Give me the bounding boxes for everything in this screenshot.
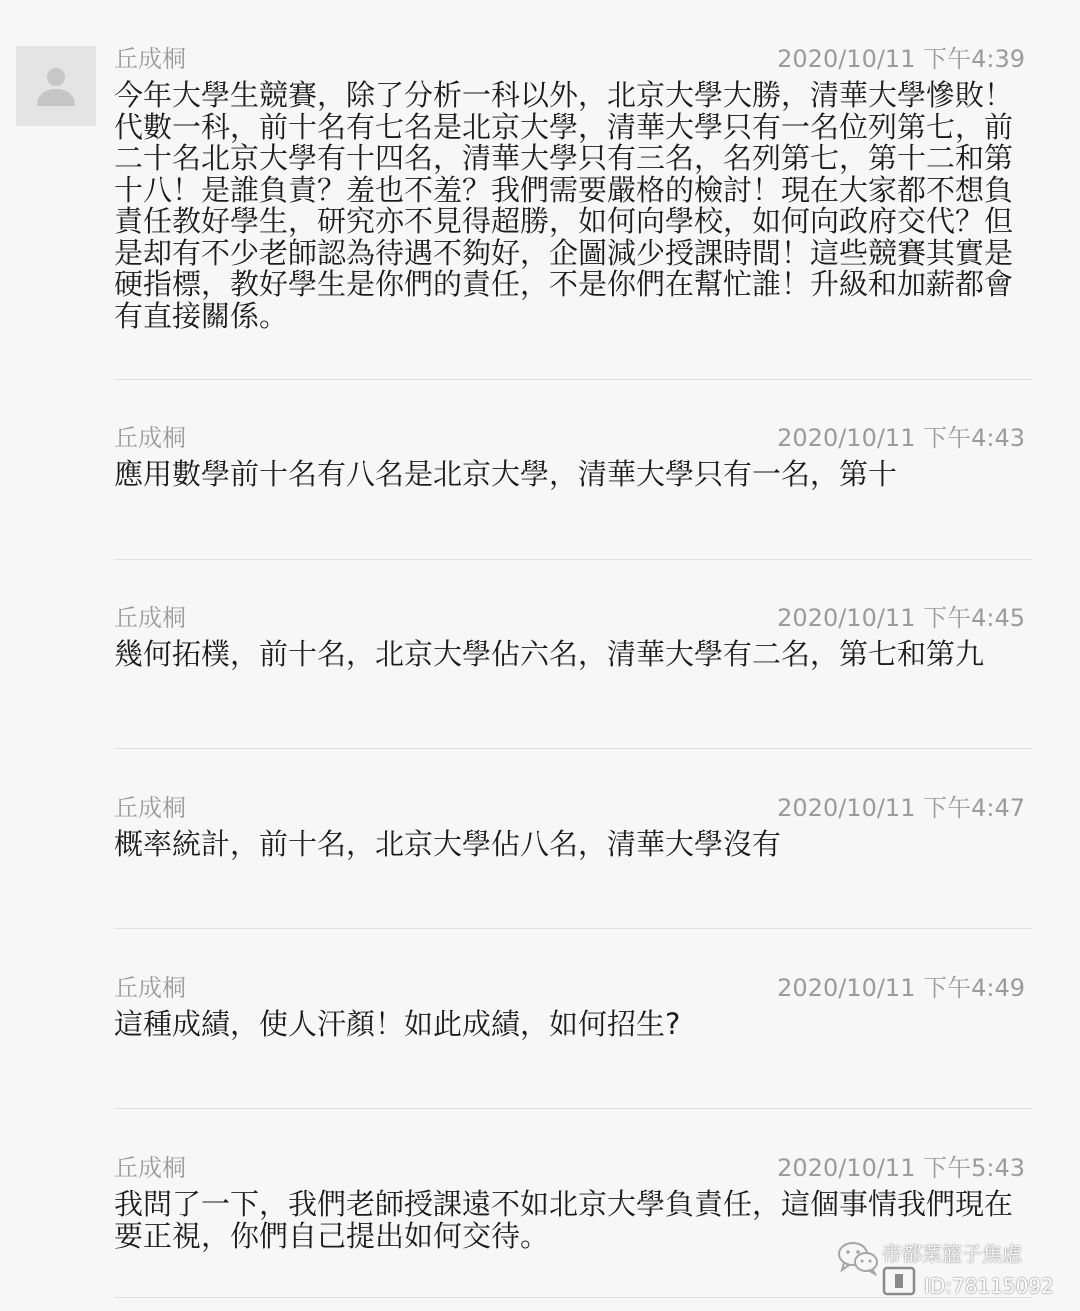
divider	[114, 559, 1032, 560]
message-item	[114, 603, 1032, 671]
message-timestamp: 2020/10/11 下午5:43	[777, 1154, 1025, 1182]
sender-name[interactable]: 丘成桐	[114, 1154, 186, 1182]
message-item	[114, 973, 1032, 1041]
message-text: 概率統計，前十名，北京大學佔八名，清華大學沒有	[114, 827, 782, 861]
avatar[interactable]	[16, 46, 96, 126]
watermark-account-name: 帝都菜篮子焦虑	[882, 1242, 1022, 1266]
divider	[114, 1108, 1032, 1109]
message-text: 這種成績，使人汗顏！如此成績，如何招生?	[114, 1007, 681, 1041]
sender-name[interactable]: 丘成桐	[114, 794, 186, 822]
message-timestamp: 2020/10/11 下午4:39	[777, 45, 1025, 73]
message-text: 幾何拓樸，前十名，北京大學佔六名，清華大學有二名，第七和第九	[114, 637, 985, 671]
message-header	[114, 423, 1032, 453]
watermark-badge-icon	[882, 1266, 916, 1296]
message-timestamp: 2020/10/11 下午4:43	[777, 424, 1025, 452]
message-item	[114, 44, 1032, 332]
divider	[114, 748, 1032, 749]
sender-name[interactable]: 丘成桐	[114, 424, 186, 452]
sender-name[interactable]: 丘成桐	[114, 974, 186, 1002]
message-timestamp: 2020/10/11 下午4:47	[777, 794, 1025, 822]
message-timestamp: 2020/10/11 下午4:49	[777, 974, 1025, 1002]
sender-name[interactable]: 丘成桐	[114, 45, 186, 73]
message-header	[114, 603, 1032, 633]
watermark-account-id: ID:78115092	[924, 1274, 1054, 1298]
default-user-avatar-icon	[34, 64, 78, 108]
message-timestamp: 2020/10/11 下午4:45	[777, 604, 1025, 632]
message-header	[114, 44, 1032, 74]
message-header	[114, 973, 1032, 1003]
watermark	[836, 1236, 1072, 1302]
message-header	[114, 793, 1032, 823]
wechat-icon	[836, 1240, 880, 1276]
divider	[114, 379, 1032, 380]
message-item	[114, 423, 1032, 491]
sender-name[interactable]: 丘成桐	[114, 604, 186, 632]
message-header	[114, 1153, 1032, 1183]
message-text: 我問了一下，我們老師授課遠不如北京大學負責任，這個事情我們現在要正視，你們自己提出如何交待。	[114, 1187, 1014, 1253]
divider	[114, 928, 1032, 929]
message-text: 應用數學前十名有八名是北京大學，清華大學只有一名，第十	[114, 457, 898, 491]
message-item	[114, 793, 1032, 861]
message-text: 今年大學生競賽，除了分析一科以外，北京大學大勝，清華大學慘敗！代數一科，前十名有七名是北京大學，清華大學只有一名位列第七，前二十名北京大學有十四名，清華大學只有三名，名列第七，第十二和第十八！是誰負責？羞也不羞？我們需要嚴格的檢討！現在大家都不想負責任教好學生，研究亦不見得超勝，如何向學校，如何向政府交代？但是却有不少老師認為待遇不夠好，企圖減少授課時間！這些競賽其實是硬指標，教好學生是你們的責任，不是你們在幫忙誰！升級和加薪都會有直接關係。	[114, 78, 1014, 333]
